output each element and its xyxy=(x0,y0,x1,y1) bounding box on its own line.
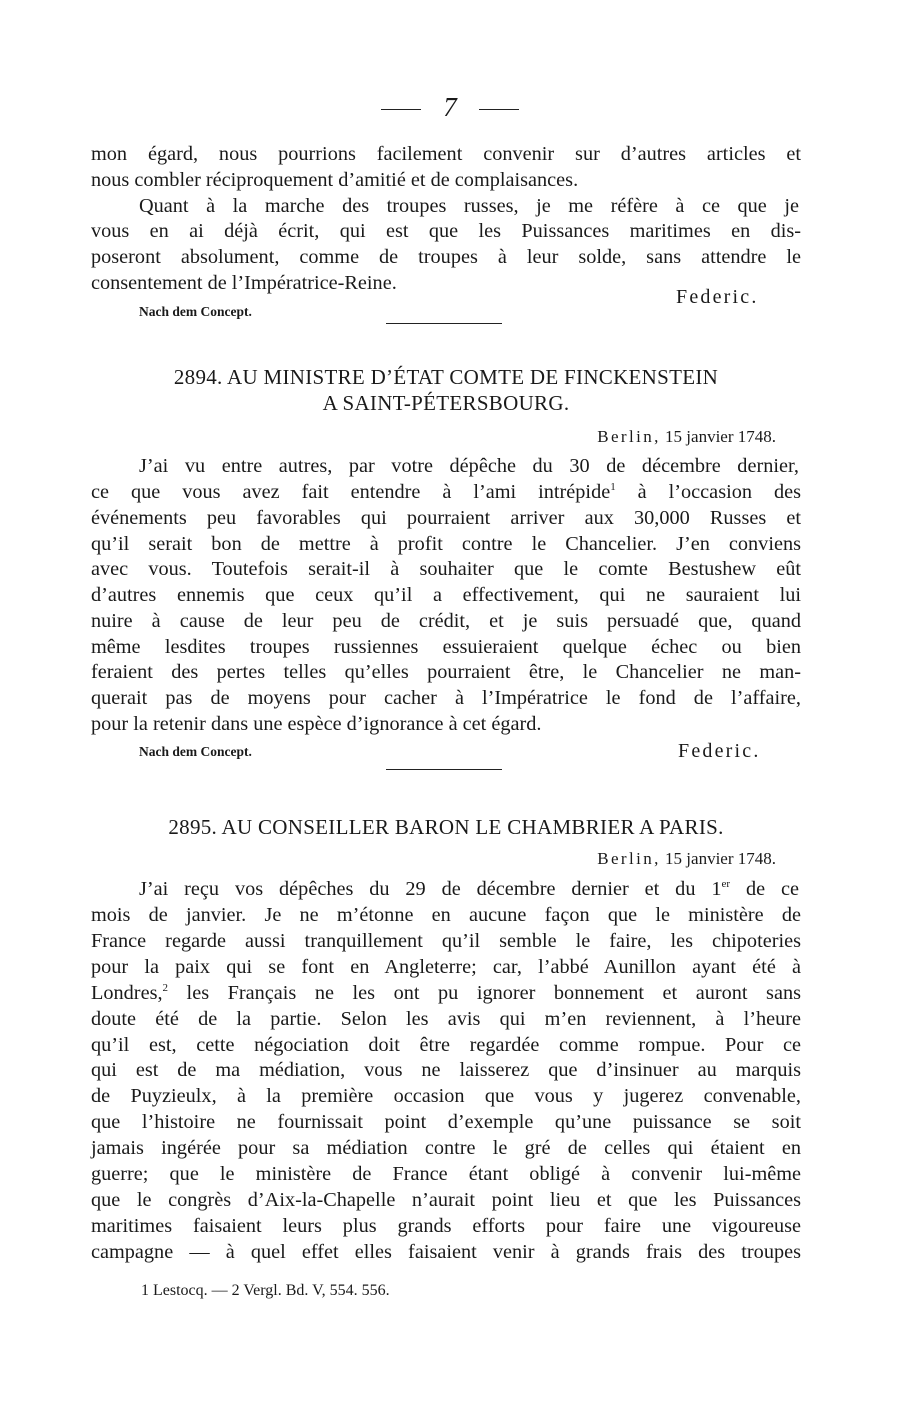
body-line: jamais ingérée pour sa médiation contre le gré de celles qui étaient en xyxy=(91,1137,801,1159)
source-note: Nach dem Concept. xyxy=(139,744,252,759)
page-number-value: 7 xyxy=(443,92,457,122)
body-line: qu’il serait bon de mettre à profit contre le Chancelier. J’en conviens xyxy=(91,533,801,555)
dateline xyxy=(597,427,776,447)
page-number-dash-right xyxy=(479,109,519,110)
body-line: doute été de la partie. Selon les avis qui m’en reviennent, à l’heure xyxy=(91,1008,801,1030)
body-line: mon égard, nous pourrions facilement convenir sur d’autres articles et xyxy=(91,143,801,165)
footnote-ref: 1 xyxy=(610,481,616,494)
section-divider xyxy=(386,769,502,770)
body-line xyxy=(91,980,801,1006)
body-line: France regarde aussi tranquillement qu’il semble le faire, les chipoteries xyxy=(91,930,801,952)
body-line: pour la retenir dans une espèce d’ignorance à cet égard. xyxy=(91,713,542,735)
body-line: nuire à cause de leur peu de crédit, et je suis persuadé que, quand xyxy=(91,610,801,632)
body-line: événements peu favorables qui pourraient arriver aux 30,000 Russes et xyxy=(91,507,801,529)
dateline-place: Berlin, xyxy=(597,849,661,868)
letter-heading: 2894. AU MINISTRE D’ÉTAT COMTE DE FINCKENSTEIN xyxy=(173,365,719,389)
source-note: Nach dem Concept. xyxy=(139,304,252,319)
body-line: vous en ai déjà écrit, qui est que les Puissances maritimes en dis- xyxy=(91,220,801,242)
body-line-part: ce que vous avez fait entendre à l’ami intrépide xyxy=(91,481,611,503)
body-line-part: les Français ne les ont pu ignorer bonnement et auront sans xyxy=(168,982,801,1004)
body-line-part: J’ai reçu vos dépêches du 29 de décembre dernier et du 1 xyxy=(139,878,722,900)
body-line: mois de janvier. Je ne m’étonne en aucune façon que le ministère de xyxy=(91,904,801,926)
body-line-part: Londres, xyxy=(91,982,163,1004)
body-line: qui est de ma médiation, vous ne laisserez que d’insinuer au marquis xyxy=(91,1059,801,1081)
section-divider xyxy=(386,323,502,324)
body-line: avec vous. Toutefois serait-il à souhaiter que le comte Bestushew eût xyxy=(91,558,801,580)
body-line: J’ai vu entre autres, par votre dépêche du 30 de décembre dernier, xyxy=(139,455,799,477)
body-line: guerre; que le ministère de France étant obligé à convenir lui-même xyxy=(91,1163,801,1185)
body-line-part: de ce xyxy=(730,878,799,900)
body-line: maritimes faisaient leurs plus grands efforts pour faire une vigoureuse xyxy=(91,1215,801,1237)
superscript: er xyxy=(721,878,731,891)
dateline xyxy=(597,849,776,869)
signature: Federic. xyxy=(676,286,759,308)
body-line: querait pas de moyens pour cacher à l’Impératrice le fond de l’affaire, xyxy=(91,687,801,709)
body-line xyxy=(139,876,799,902)
dateline-date: 15 janvier 1748. xyxy=(660,427,776,446)
body-line: même lesdites troupes russiennes essuieraient quelque échec ou bien xyxy=(91,636,801,658)
body-line: consentement de l’Impératrice-Reine. xyxy=(91,272,397,294)
letter-heading: 2895. AU CONSEILLER BARON LE CHAMBRIER A PARIS. xyxy=(168,815,724,839)
dateline-date: 15 janvier 1748. xyxy=(660,849,776,868)
body-line: campagne — à quel effet elles faisaient venir à grands frais des troupes xyxy=(91,1241,801,1263)
body-line: feraient des pertes telles qu’elles pourraient être, le Chancelier ne man- xyxy=(91,661,801,683)
body-line-part: à l’occasion des xyxy=(615,481,801,503)
body-line: d’autres ennemis que ceux qu’il a effectivement, qui ne sauraient lui xyxy=(91,584,801,606)
signature: Federic. xyxy=(678,740,761,762)
body-line: que le congrès d’Aix-la-Chapelle n’aurait point lieu et que les Puissances xyxy=(91,1189,801,1211)
body-line xyxy=(91,479,801,505)
body-line: pour la paix qui se font en Angleterre; car, l’abbé Aunillon ayant été à xyxy=(91,956,801,978)
letter-heading-continued: A SAINT-PÉTERSBOURG. xyxy=(322,391,570,415)
dateline-place: Berlin, xyxy=(597,427,661,446)
footnote-ref: 2 xyxy=(162,982,169,995)
body-line: que l’histoire ne fournissait point d’exemple qu’une puissance se soit xyxy=(91,1111,801,1133)
body-line: nous combler réciproquement d’amitié et de complaisances. xyxy=(91,169,579,191)
body-line: Quant à la marche des troupes russes, je me réfère à ce que je xyxy=(139,195,799,217)
body-line: qu’il est, cette négociation doit être regardée comme rompue. Pour ce xyxy=(91,1034,801,1056)
page-number xyxy=(0,92,900,123)
body-line: de Puyzieulx, à la première occasion que vous y jugerez convenable, xyxy=(91,1085,801,1107)
page-number-dash-left xyxy=(381,109,421,110)
body-line: poseront absolument, comme de troupes à leur solde, sans attendre le xyxy=(91,246,801,268)
footnotes: 1 Lestocq. — 2 Vergl. Bd. V, 554. 556. xyxy=(141,1282,390,1299)
